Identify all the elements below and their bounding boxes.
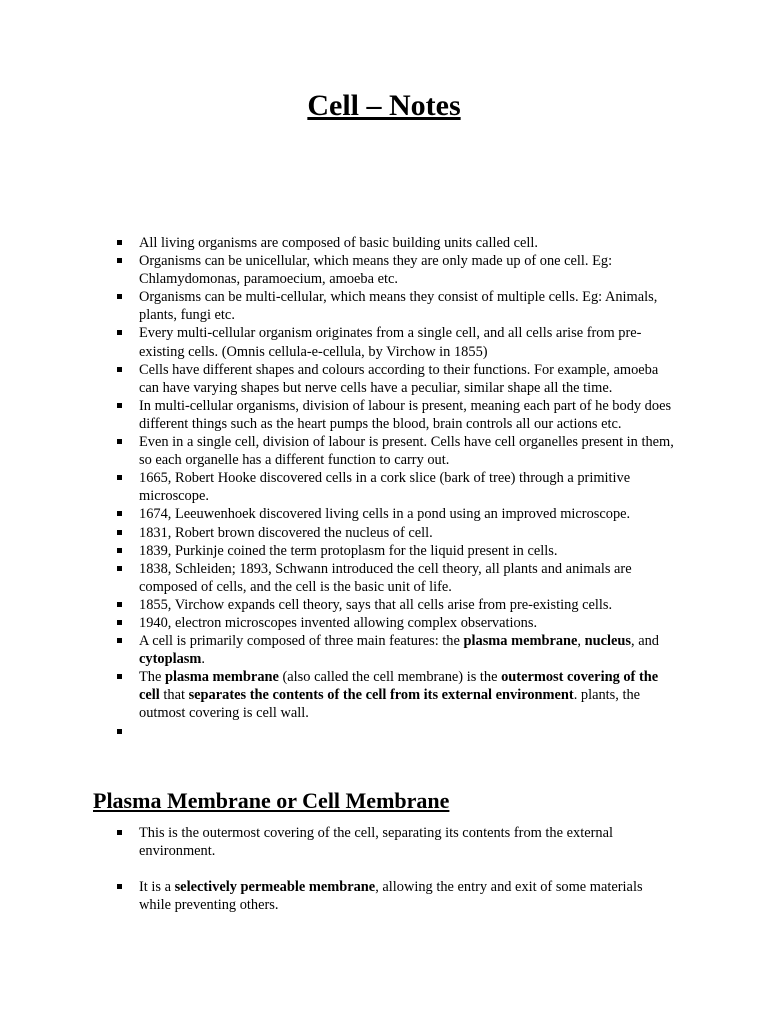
list-item — [116, 878, 678, 914]
list-item: Every multi-cellular organism originates from a single cell, and all cells arise from pre-existing cells. (Omnis cellula-e-cellula, by Virchow in 1855) — [116, 324, 678, 360]
composition-lead: A cell is primarily composed of three main features: the — [139, 633, 464, 650]
plasma-text: (also called the cell membrane) is the — [278, 669, 502, 686]
list-item: This is the outermost covering of the cell, separating its contents from the external environment. — [116, 824, 678, 860]
composition-separator: , and — [631, 633, 659, 650]
plasma-text: that — [159, 687, 189, 704]
outermost-covering-term: outermost covering of the cell — [139, 669, 659, 704]
selectively-permeable-term: selectively permeable membrane — [174, 879, 376, 896]
plasma-membrane-term: plasma membrane — [463, 633, 578, 650]
list-item: Even in a single cell, division of labour is present. Cells have cell organelles present in them, so each organelle has a different function to carry out. — [116, 433, 678, 469]
plasma-membrane-term: plasma membrane — [164, 669, 279, 686]
list-item: 1838, Schleiden; 1893, Schwann introduced the cell theory, all plants and animals are composed of cells, and the cell is the basic unit of life. — [116, 560, 678, 596]
plasma-list-item — [116, 668, 678, 722]
list-item: 1674, Leeuwenhoek discovered living cells in a pond using an improved microscope. — [116, 505, 678, 523]
intro-bullet-list — [116, 234, 678, 741]
empty-list-item — [116, 723, 678, 741]
plasma-end: . plants, the outmost covering is cell wall. — [139, 687, 641, 722]
list-item: Organisms can be unicellular, which means they are only made up of one cell. Eg: Chlamydomonas, paramoecium, amoeba etc. — [116, 252, 678, 288]
separates-contents-term: separates the contents of the cell from its external environment — [188, 687, 574, 704]
plasma-lead: The — [139, 669, 165, 686]
nucleus-term: nucleus — [584, 633, 632, 650]
list-item: Organisms can be multi-cellular, which means they consist of multiple cells. Eg: Animals, plants, fungi etc. — [116, 288, 678, 324]
list-item: 1831, Robert brown discovered the nucleus of cell. — [116, 524, 678, 542]
list-item: All living organisms are composed of basic building units called cell. — [116, 234, 678, 252]
composition-end: . — [201, 651, 205, 668]
membrane-bullet-list — [116, 824, 678, 914]
list-item: 1839, Purkinje coined the term protoplasm for the liquid present in cells. — [116, 542, 678, 560]
list-item: Cells have different shapes and colours according to their functions. For example, amoeba can have varying shapes but nerve cells have a peculiar, similar shape all the time. — [116, 361, 678, 397]
section-heading: Plasma Membrane or Cell Membrane — [93, 788, 450, 813]
list-item: 1940, electron microscopes invented allowing complex observations. — [116, 614, 678, 632]
composition-separator: , — [577, 633, 585, 650]
list-item: In multi-cellular organisms, division of labour is present, meaning each part of he body does different things such as the heart pumps the blood, brain controls all our actions etc. — [116, 397, 678, 433]
composition-list-item — [116, 632, 678, 668]
cytoplasm-term: cytoplasm — [139, 651, 202, 668]
membrane-lead: It is a — [139, 879, 175, 896]
membrane-end: , allowing the entry and exit of some materials while preventing others. — [139, 879, 643, 914]
list-item: 1665, Robert Hooke discovered cells in a cork slice (bark of tree) through a primitive microscope. — [116, 469, 678, 505]
list-item: 1855, Virchow expands cell theory, says that all cells arise from pre-existing cells. — [116, 596, 678, 614]
document-title: Cell – Notes — [307, 89, 461, 122]
